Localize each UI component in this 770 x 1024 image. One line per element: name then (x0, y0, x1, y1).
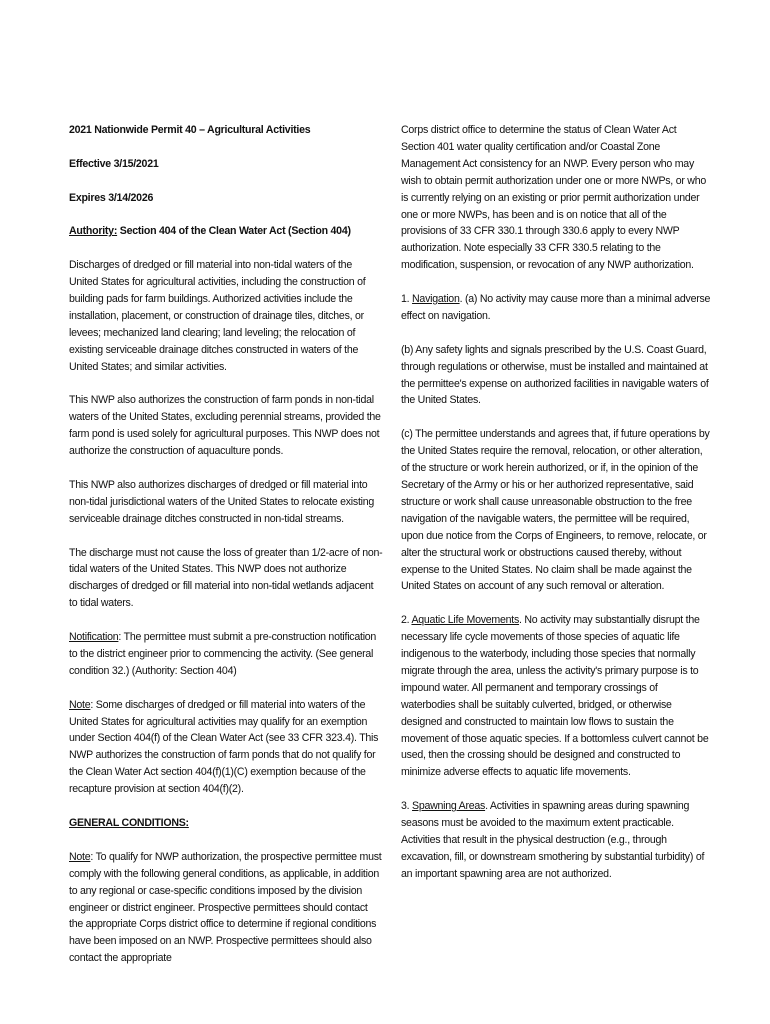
authority-label: Authority: (69, 225, 118, 238)
condition-spawning-areas (401, 798, 712, 883)
notification-label: Notification (69, 631, 119, 644)
paragraph-notification (69, 629, 383, 680)
spawning-number: 3. (401, 800, 413, 813)
paragraph-corps-district: Corps district office to determine the status of Clean Water Act Section 401 water quality certification and/or Coastal Zone Management Act consistency for an NWP. Every person who may wish to obtain permit authorization under one or more NWPs, or who is currently relying on an existing or prior permit authorization under one or more NWPs, has been and is on notice that all of the provisions of 33 CFR 330.1 through 330.6 apply to every NWP authorization. Note especially 33 CFR 330.5 relating to the modification, suspension, or revocation of any NWP authorization. (401, 124, 706, 272)
navigation-number: 1. (401, 293, 413, 306)
left-column (69, 122, 383, 984)
paragraph-discharges: Discharges of dredged or fill material into non-tidal waters of the United States for agricultural activities, including the construction of building pads for farm buildings. Authorized activities include the installation, placement, or construction of drainage tiles, ditches, or levees; mechanized land clearing; land leveling; the relocation of existing serviceable drainage ditches constructed in waters of the United States; and similar activities. (69, 259, 366, 373)
aquatic-number: 2. (401, 614, 412, 627)
spawning-label: Spawning Areas (412, 800, 486, 813)
paragraph-note-exemption (69, 697, 383, 798)
notification-text: : The permittee must submit a pre-construction notification to the district engineer prior to commencing the activity. (See general condition 32.) (Authority: Section 404) (69, 631, 377, 677)
note2-text: : To qualify for NWP authorization, the prospective permittee must comply with the following general conditions, as applicable, in addition to any regional or case-specific conditions imposed by the division engineer or district engineer. Prospective permittees should contact the appropriate Corps district office to determine if regional conditions have been imposed on an NWP. Prospective permittees should also contact the appropriate (69, 850, 382, 965)
paragraph-loss-limit: The discharge must not cause the loss of greater than 1/2-acre of non-tidal waters of the United States. This NWP does not authorize discharges of dredged or fill material into non-tidal wetlands adjacent to tidal waters. (69, 546, 383, 610)
navigation-text: . (a) No activity may cause more than a minimal adverse effect on navigation. (401, 293, 711, 322)
authority-line (69, 223, 383, 240)
expiration-date: Expires 3/14/2026 (69, 191, 154, 204)
navigation-b: (b) Any safety lights and signals prescribed by the U.S. Coast Guard, through regulations or otherwise, must be installed and maintained at the permittee's expense on authorized facilities in navigable waters of the United States. (401, 343, 709, 407)
note2-label: Note (69, 850, 91, 863)
note-label: Note (69, 698, 91, 711)
paragraph-drainage-ditches: This NWP also authorizes discharges of dredged or fill material into non-tidal jurisdictional waters of the United States to relocate existing serviceable drainage ditches constructed in non-tidal streams. (69, 478, 375, 525)
aquatic-label: Aquatic Life Movements (411, 614, 520, 627)
right-column (401, 122, 712, 900)
navigation-label: Navigation (412, 293, 460, 306)
condition-aquatic-life (401, 612, 712, 781)
paragraph-farm-ponds: This NWP also authorizes the construction of farm ponds in non-tidal waters of the United States, excluding perennial streams, provided the farm pond is used solely for agricultural purposes. This NWP does not authorize the construction of aquaculture ponds. (69, 394, 381, 458)
permit-title: 2021 Nationwide Permit 40 – Agricultural Activities (69, 124, 311, 136)
navigation-c: (c) The permittee understands and agrees that, if future operations by the United States require the removal, relocation, or other alteration, of the structure or work herein authorized, or if, in the opinion of the Secretary of the Army or his or her authorized representative, said structure or work shall cause unreasonable obstruction to the free navigation of the navigable waters, the permittee will be required, upon due notice from the Corps of Engineers, to remove, relocate, or alter the structural work or obstructions caused thereby, without expense to the United States. No claim shall be made against the United States on account of any such removal or alteration. (401, 428, 710, 593)
paragraph-note-qualify (69, 849, 383, 967)
note-text: : Some discharges of dredged or fill material into waters of the United States for agricultural activities may qualify for an exemption under Section 404(f) of the Clean Water Act (see 33 CFR 323.4). This NWP authorizes the construction of farm ponds that do not qualify for the Clean Water Act section 404(f)(1)(C) exemption because of the recapture provision at section 404(f)(2). (69, 698, 379, 796)
authority-text: Section 404 of the Clean Water Act (Section 404) (117, 225, 351, 238)
general-conditions-heading: GENERAL CONDITIONS: (69, 817, 189, 829)
spawning-text: . Activities in spawning areas during spawning seasons must be avoided to the maximum extent practicable. Activities that result in the physical destruction (e.g., through excavation, fill, or downstream smothering by substantial turbidity) of an important spawning area are not authorized. (401, 800, 705, 880)
aquatic-text: . No activity may substantially disrupt the necessary life cycle movements of those species of aquatic life indigenous to the waterbody, including those species that normally migrate through the area, unless the activity's primary purpose is to impound water. All permanent and temporary crossings of waterbodies shall be suitably culverted, bridged, or otherwise designed and constructed to maintain low flows to sustain the movement of those aquatic species. If a bottomless culvert cannot be used, then the crossing should be designed and constructed to minimize adverse effects to aquatic life movements. (401, 614, 709, 779)
condition-navigation (401, 291, 712, 325)
effective-date: Effective 3/15/2021 (69, 157, 159, 170)
